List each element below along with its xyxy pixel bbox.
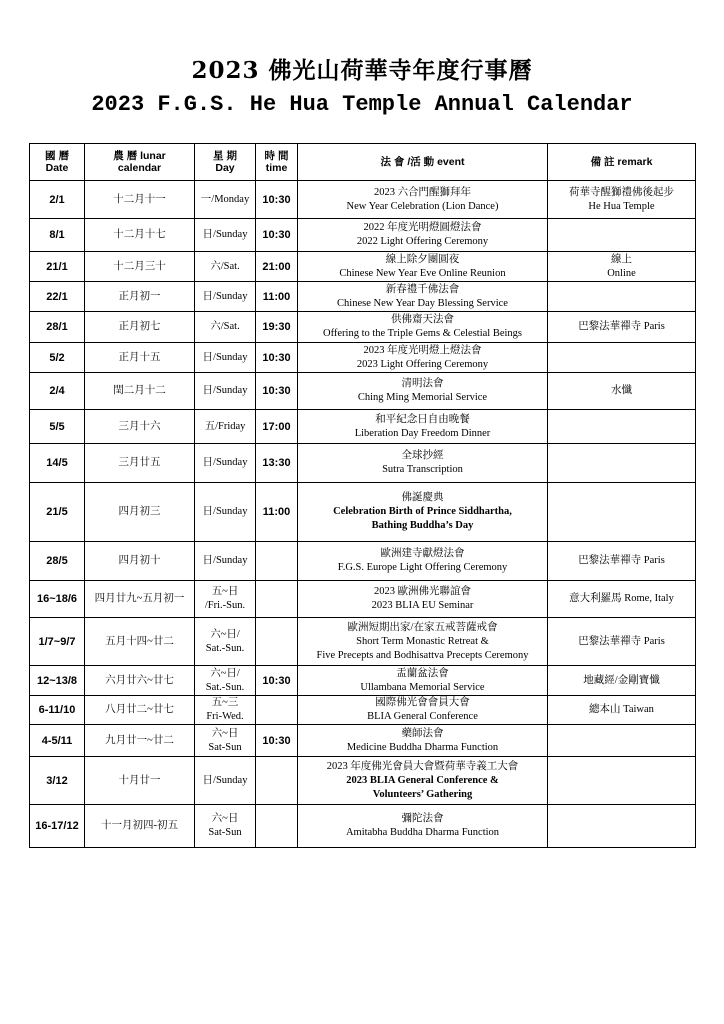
lunar-cell: 三月十六 — [85, 410, 195, 444]
day-cell: 日/Sunday — [195, 542, 256, 581]
table-row — [30, 282, 696, 312]
time-cell: 10:30 — [256, 343, 298, 373]
lunar-cell: 十一月初四-初五 — [85, 805, 195, 848]
title-english: 2023 F.G.S. He Hua Temple Annual Calendar — [91, 92, 633, 117]
header-day: 星 期 Day — [195, 144, 256, 181]
table-row — [30, 410, 696, 444]
lunar-cell: 正月十五 — [85, 343, 195, 373]
day-cell: 六/Sat. — [195, 312, 256, 343]
table-body — [30, 181, 696, 848]
event-cell: 2023 六合門醒獅拜年 New Year Celebration (Lion Dance) — [298, 181, 548, 219]
time-cell — [256, 757, 298, 805]
table-row — [30, 666, 696, 696]
event-cell: 2022 年度光明燈圓燈法會 2022 Light Offering Ceremony — [298, 219, 548, 252]
day-cell: 日/Sunday — [195, 282, 256, 312]
remark-cell: 線上 Online — [548, 252, 696, 282]
date-cell: 5/5 — [30, 410, 85, 444]
date-cell: 5/2 — [30, 343, 85, 373]
time-cell — [256, 581, 298, 618]
remark-cell: 巴黎法華禪寺 Paris — [548, 618, 696, 666]
day-cell: 五/Friday — [195, 410, 256, 444]
lunar-cell: 十二月十一 — [85, 181, 195, 219]
day-cell: 六~日 Sat-Sun — [195, 725, 256, 757]
event-cell: 供佛齋天法會 Offering to the Triple Gems & Celestial Beings — [298, 312, 548, 343]
date-cell: 4-5/11 — [30, 725, 85, 757]
lunar-cell: 四月廿九~五月初一 — [85, 581, 195, 618]
date-cell: 2/1 — [30, 181, 85, 219]
event-cell: 歐洲短期出家/在家五戒菩薩戒會 Short Term Monastic Retreat & Five Precepts and Bodhisattva Precepts Ceremony — [298, 618, 548, 666]
date-cell: 14/5 — [30, 444, 85, 483]
remark-cell — [548, 219, 696, 252]
time-cell: 11:00 — [256, 483, 298, 542]
header-row — [30, 144, 696, 181]
date-cell: 6-11/10 — [30, 696, 85, 725]
remark-cell — [548, 282, 696, 312]
date-cell: 28/5 — [30, 542, 85, 581]
day-cell: 五~日 /Fri.-Sun. — [195, 581, 256, 618]
table-row — [30, 343, 696, 373]
date-cell: 16~18/6 — [30, 581, 85, 618]
table-row — [30, 483, 696, 542]
lunar-cell: 五月十四~廿二 — [85, 618, 195, 666]
day-cell: 日/Sunday — [195, 483, 256, 542]
time-cell — [256, 805, 298, 848]
lunar-cell: 三月廿五 — [85, 444, 195, 483]
table-row — [30, 581, 696, 618]
header-event: 法 會 /活 動 event — [298, 144, 548, 181]
date-cell: 28/1 — [30, 312, 85, 343]
day-cell: 六/Sat. — [195, 252, 256, 282]
table-row — [30, 252, 696, 282]
table-row — [30, 219, 696, 252]
lunar-cell: 四月初十 — [85, 542, 195, 581]
header-remark: 備 註 remark — [548, 144, 696, 181]
lunar-cell: 閏二月十二 — [85, 373, 195, 410]
time-cell: 21:00 — [256, 252, 298, 282]
event-cell: 全球抄經 Sutra Transcription — [298, 444, 548, 483]
remark-cell: 水懺 — [548, 373, 696, 410]
remark-cell — [548, 757, 696, 805]
event-cell: 新春禮千佛法會 Chinese New Year Day Blessing Service — [298, 282, 548, 312]
table-row — [30, 312, 696, 343]
title-chinese: 2023 佛光山荷華寺年度行事曆 — [191, 57, 533, 84]
remark-cell — [548, 410, 696, 444]
event-cell: 2023 年度光明燈上燈法會 2023 Light Offering Ceremony — [298, 343, 548, 373]
event-cell: 2023 歐洲佛光聯誼會 2023 BLIA EU Seminar — [298, 581, 548, 618]
day-cell: 一/Monday — [195, 181, 256, 219]
date-cell: 12~13/8 — [30, 666, 85, 696]
calendar-table — [29, 143, 696, 848]
remark-cell — [548, 343, 696, 373]
lunar-cell: 十二月十七 — [85, 219, 195, 252]
remark-cell — [548, 483, 696, 542]
remark-cell — [548, 444, 696, 483]
event-cell: 彌陀法會 Amitabha Buddha Dharma Function — [298, 805, 548, 848]
day-cell: 日/Sunday — [195, 343, 256, 373]
date-cell: 16-17/12 — [30, 805, 85, 848]
event-cell: 盂蘭盆法會 Ullambana Memorial Service — [298, 666, 548, 696]
time-cell: 11:00 — [256, 282, 298, 312]
time-cell — [256, 696, 298, 725]
time-cell — [256, 542, 298, 581]
remark-cell: 意大利羅馬 Rome, Italy — [548, 581, 696, 618]
time-cell: 10:30 — [256, 181, 298, 219]
event-cell: 清明法會 Ching Ming Memorial Service — [298, 373, 548, 410]
lunar-cell: 八月廿二~廿七 — [85, 696, 195, 725]
day-cell: 五~三 Fri-Wed. — [195, 696, 256, 725]
event-cell: 歐洲建寺獻燈法會 F.G.S. Europe Light Offering Ceremony — [298, 542, 548, 581]
remark-cell: 荷華寺醒獅禮佛後起步 He Hua Temple — [548, 181, 696, 219]
time-cell: 13:30 — [256, 444, 298, 483]
table-row — [30, 373, 696, 410]
event-cell: 藥師法會 Medicine Buddha Dharma Function — [298, 725, 548, 757]
day-cell: 日/Sunday — [195, 219, 256, 252]
day-cell: 六~日/ Sat.-Sun. — [195, 618, 256, 666]
date-cell: 8/1 — [30, 219, 85, 252]
time-cell: 10:30 — [256, 219, 298, 252]
time-cell: 10:30 — [256, 666, 298, 696]
table-row — [30, 542, 696, 581]
header-time: 時 間 time — [256, 144, 298, 181]
date-cell: 2/4 — [30, 373, 85, 410]
date-cell: 1/7~9/7 — [30, 618, 85, 666]
date-cell: 3/12 — [30, 757, 85, 805]
lunar-cell: 正月初一 — [85, 282, 195, 312]
time-cell: 10:30 — [256, 725, 298, 757]
lunar-cell: 四月初三 — [85, 483, 195, 542]
lunar-cell: 正月初七 — [85, 312, 195, 343]
lunar-cell: 十二月三十 — [85, 252, 195, 282]
day-cell: 日/Sunday — [195, 757, 256, 805]
event-cell: 國際佛光會會員大會 BLIA General Conference — [298, 696, 548, 725]
remark-cell — [548, 725, 696, 757]
remark-cell: 巴黎法華禪寺 Paris — [548, 542, 696, 581]
table-row — [30, 757, 696, 805]
remark-cell: 地藏經/金剛寶懺 — [548, 666, 696, 696]
time-cell — [256, 618, 298, 666]
date-cell: 21/1 — [30, 252, 85, 282]
lunar-cell: 九月廿一~廿二 — [85, 725, 195, 757]
table-row — [30, 805, 696, 848]
lunar-cell: 六月廿六~廿七 — [85, 666, 195, 696]
day-cell: 六~日/ Sat.-Sun. — [195, 666, 256, 696]
date-cell: 22/1 — [30, 282, 85, 312]
remark-cell — [548, 805, 696, 848]
remark-cell: 巴黎法華禪寺 Paris — [548, 312, 696, 343]
day-cell: 日/Sunday — [195, 444, 256, 483]
table-row — [30, 696, 696, 725]
table-row — [30, 444, 696, 483]
day-cell: 日/Sunday — [195, 373, 256, 410]
time-cell: 17:00 — [256, 410, 298, 444]
day-cell: 六~日 Sat-Sun — [195, 805, 256, 848]
event-cell: 和平紀念日自由晚餐 Liberation Day Freedom Dinner — [298, 410, 548, 444]
event-cell: 佛誕慶典 Celebration Birth of Prince Siddhartha, Bathing Buddha’s Day — [298, 483, 548, 542]
remark-cell: 總本山 Taiwan — [548, 696, 696, 725]
time-cell: 10:30 — [256, 373, 298, 410]
table-row — [30, 181, 696, 219]
header-lunar: 農 曆 lunar calendar — [85, 144, 195, 181]
date-cell: 21/5 — [30, 483, 85, 542]
table-row — [30, 618, 696, 666]
table-row — [30, 725, 696, 757]
lunar-cell: 十月廿一 — [85, 757, 195, 805]
event-cell: 2023 年度佛光會員大會暨荷華寺義工大會 2023 BLIA General Conference & Volunteers’ Gathering — [298, 757, 548, 805]
time-cell: 19:30 — [256, 312, 298, 343]
event-cell: 線上除夕團圓夜 Chinese New Year Eve Online Reunion — [298, 252, 548, 282]
header-date: 國 曆 Date — [30, 144, 85, 181]
